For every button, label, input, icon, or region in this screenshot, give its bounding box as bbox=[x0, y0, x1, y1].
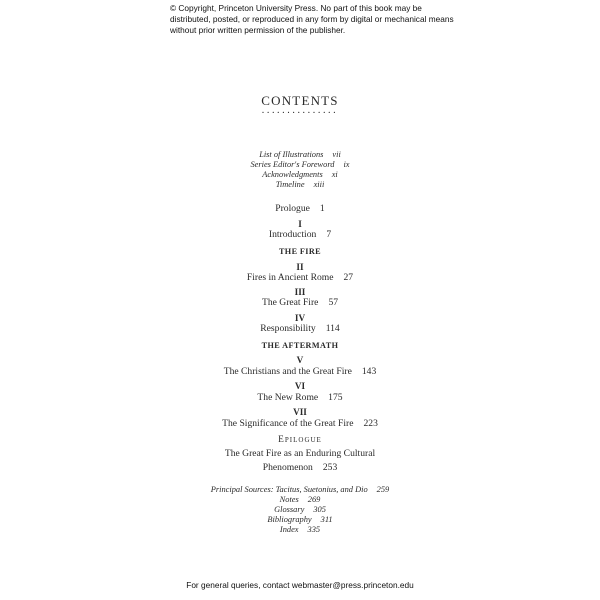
part-heading: THE FIRE bbox=[278, 247, 322, 256]
entry-page: 269 bbox=[307, 495, 321, 504]
entry-title: Acknowledgments bbox=[262, 170, 323, 179]
back-matter-entry[interactable] bbox=[0, 495, 600, 504]
entry-page: 175 bbox=[328, 392, 343, 403]
entry-title: Glossary bbox=[274, 505, 305, 514]
entry-page: 7 bbox=[326, 229, 332, 240]
epilogue-label: Epilogue bbox=[278, 435, 322, 445]
front-matter-entry[interactable] bbox=[0, 160, 600, 169]
front-matter-entry[interactable] bbox=[0, 150, 600, 159]
chapter-numeral: I bbox=[298, 219, 302, 229]
chapter-numeral: VI bbox=[294, 381, 306, 391]
chapter-numeral: III bbox=[294, 287, 306, 297]
front-matter-entry[interactable] bbox=[0, 170, 600, 179]
entry-page: xi bbox=[331, 170, 338, 179]
chapter-numeral: IV bbox=[294, 313, 306, 323]
entry-page: 259 bbox=[376, 485, 390, 494]
entry-page: 143 bbox=[361, 366, 377, 377]
copyright-notice: © Copyright, Princeton University Press. No part of this book may be distributed, posted, or reproduced in any form by digital or mechanical means without prior written permission of the publisher. bbox=[170, 3, 454, 35]
entry-title: The New Rome bbox=[257, 392, 319, 403]
contents-heading: CONTENTS bbox=[261, 93, 339, 108]
epilogue-title-line[interactable]: The Great Fire as an Enduring Cultural bbox=[224, 448, 376, 459]
entry-page: 305 bbox=[313, 505, 326, 514]
entry-page: 57 bbox=[328, 297, 339, 308]
entry-title: Principal Sources: Tacitus, Suetonius, and Dio bbox=[210, 485, 368, 494]
entry-page: 27 bbox=[343, 272, 354, 283]
chapter-entry[interactable] bbox=[0, 418, 600, 429]
entry-title: Timeline bbox=[275, 180, 305, 189]
chapter-entry[interactable] bbox=[0, 366, 600, 377]
entry-page: 1 bbox=[319, 203, 325, 214]
back-matter-entry[interactable] bbox=[0, 525, 600, 534]
heading-dot-rule: ............... bbox=[261, 105, 339, 116]
back-matter-entry[interactable] bbox=[0, 485, 600, 494]
entry-page: 253 bbox=[322, 462, 338, 473]
entry-title: The Significance of the Great Fire bbox=[222, 418, 354, 429]
entry-page: ix bbox=[343, 160, 350, 169]
chapter-entry[interactable] bbox=[0, 392, 600, 403]
entry-page: 114 bbox=[325, 323, 340, 334]
entry-title: Notes bbox=[279, 495, 299, 504]
chapter-entry[interactable] bbox=[0, 323, 600, 334]
entry-page: xiii bbox=[313, 180, 325, 189]
footer-contact: For general queries, contact webmaster@press.princeton.edu bbox=[186, 580, 414, 590]
part-heading: THE AFTERMATH bbox=[261, 341, 339, 350]
chapter-entry[interactable] bbox=[0, 297, 600, 308]
entry-title: Prologue bbox=[275, 203, 310, 214]
chapter-entry[interactable] bbox=[0, 229, 600, 240]
entry-title: Introduction bbox=[268, 229, 317, 240]
back-matter-entry[interactable] bbox=[0, 505, 600, 514]
entry-title: Series Editor's Foreword bbox=[250, 160, 335, 169]
entry-page: vii bbox=[332, 150, 341, 159]
chapter-entry[interactable] bbox=[0, 272, 600, 283]
entry-title: Fires in Ancient Rome bbox=[246, 272, 334, 283]
entry-title: Phenomenon bbox=[262, 462, 313, 473]
epilogue-entry[interactable] bbox=[0, 462, 600, 473]
entry-title: Bibliography bbox=[267, 515, 312, 524]
entry-title: The Christians and the Great Fire bbox=[223, 366, 352, 377]
chapter-numeral: II bbox=[296, 262, 304, 272]
entry-title: The Great Fire bbox=[261, 297, 319, 308]
chapter-numeral: VII bbox=[293, 407, 307, 417]
entry-page: 311 bbox=[320, 515, 333, 524]
entry-title: Index bbox=[279, 525, 299, 534]
chapter-numeral: V bbox=[296, 355, 304, 365]
entry-page: 335 bbox=[307, 525, 321, 534]
back-matter-entry[interactable] bbox=[0, 515, 600, 524]
entry-title: Responsibility bbox=[260, 323, 316, 334]
entry-page: 223 bbox=[363, 418, 378, 429]
entry-title: List of Illustrations bbox=[259, 150, 324, 159]
prologue-entry[interactable] bbox=[0, 203, 600, 214]
front-matter-entry[interactable] bbox=[0, 180, 600, 189]
